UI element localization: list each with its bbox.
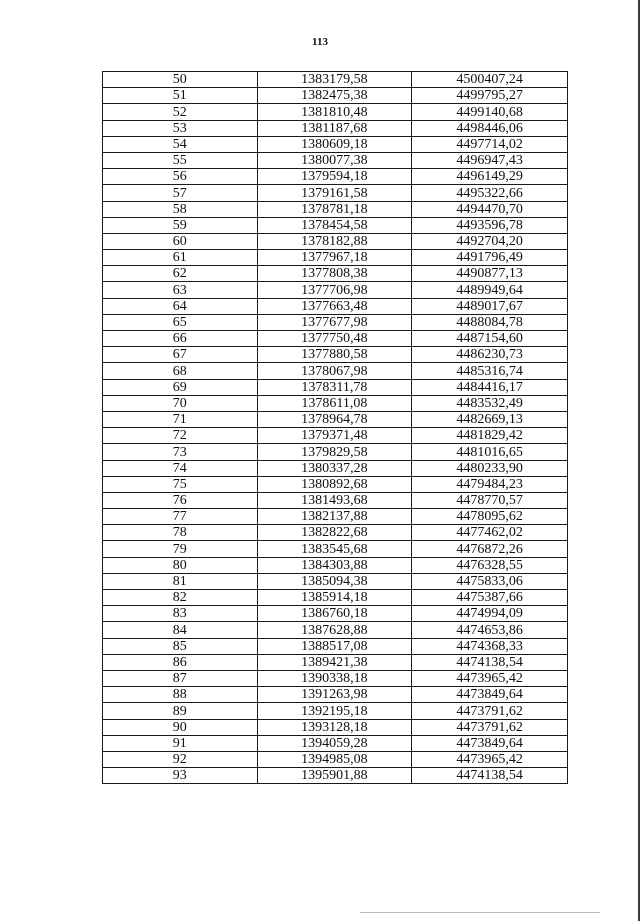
table-row xyxy=(103,622,568,638)
x-coordinate-cell: 1377808,38 xyxy=(257,266,412,282)
x-coordinate-cell: 1378311,78 xyxy=(257,379,412,395)
point-number-cell: 69 xyxy=(103,379,258,395)
point-number-cell: 92 xyxy=(103,751,258,767)
x-coordinate-cell: 1388517,08 xyxy=(257,638,412,654)
x-coordinate-cell: 1389421,38 xyxy=(257,654,412,670)
x-coordinate-cell: 1377706,98 xyxy=(257,282,412,298)
table-row xyxy=(103,379,568,395)
x-coordinate-cell: 1385094,38 xyxy=(257,573,412,589)
x-coordinate-cell: 1378781,18 xyxy=(257,201,412,217)
x-coordinate-cell: 1384303,88 xyxy=(257,557,412,573)
table-row xyxy=(103,152,568,168)
table-row xyxy=(103,233,568,249)
point-number-cell: 72 xyxy=(103,428,258,444)
table-row xyxy=(103,719,568,735)
table-row xyxy=(103,331,568,347)
y-coordinate-cell: 4474653,86 xyxy=(412,622,568,638)
point-number-cell: 83 xyxy=(103,606,258,622)
x-coordinate-cell: 1379829,58 xyxy=(257,444,412,460)
x-coordinate-cell: 1379371,48 xyxy=(257,428,412,444)
y-coordinate-cell: 4473965,42 xyxy=(412,751,568,767)
point-number-cell: 75 xyxy=(103,476,258,492)
table-row xyxy=(103,703,568,719)
x-coordinate-cell: 1380609,18 xyxy=(257,136,412,152)
y-coordinate-cell: 4475387,66 xyxy=(412,590,568,606)
point-number-cell: 91 xyxy=(103,735,258,751)
point-number-cell: 88 xyxy=(103,687,258,703)
table-row xyxy=(103,395,568,411)
y-coordinate-cell: 4478770,57 xyxy=(412,492,568,508)
x-coordinate-cell: 1383179,58 xyxy=(257,72,412,88)
y-coordinate-cell: 4473791,62 xyxy=(412,719,568,735)
y-coordinate-cell: 4474138,54 xyxy=(412,768,568,784)
table-row xyxy=(103,525,568,541)
x-coordinate-cell: 1391263,98 xyxy=(257,687,412,703)
table-row xyxy=(103,751,568,767)
table-row xyxy=(103,768,568,784)
point-number-cell: 58 xyxy=(103,201,258,217)
x-coordinate-cell: 1380892,68 xyxy=(257,476,412,492)
point-number-cell: 80 xyxy=(103,557,258,573)
point-number-cell: 82 xyxy=(103,590,258,606)
x-coordinate-cell: 1383545,68 xyxy=(257,541,412,557)
point-number-cell: 65 xyxy=(103,314,258,330)
table-row xyxy=(103,573,568,589)
y-coordinate-cell: 4483532,49 xyxy=(412,395,568,411)
y-coordinate-cell: 4473965,42 xyxy=(412,670,568,686)
x-coordinate-cell: 1377880,58 xyxy=(257,347,412,363)
point-number-cell: 93 xyxy=(103,768,258,784)
table-row xyxy=(103,590,568,606)
x-coordinate-cell: 1378067,98 xyxy=(257,363,412,379)
table-row xyxy=(103,557,568,573)
point-number-cell: 77 xyxy=(103,509,258,525)
x-coordinate-cell: 1382822,68 xyxy=(257,525,412,541)
x-coordinate-cell: 1378182,88 xyxy=(257,233,412,249)
point-number-cell: 89 xyxy=(103,703,258,719)
y-coordinate-cell: 4477462,02 xyxy=(412,525,568,541)
point-number-cell: 52 xyxy=(103,104,258,120)
x-coordinate-cell: 1386760,18 xyxy=(257,606,412,622)
point-number-cell: 51 xyxy=(103,88,258,104)
page-number: 113 xyxy=(312,36,328,48)
y-coordinate-cell: 4486230,73 xyxy=(412,347,568,363)
table-row xyxy=(103,509,568,525)
x-coordinate-cell: 1395901,88 xyxy=(257,768,412,784)
y-coordinate-cell: 4496947,43 xyxy=(412,152,568,168)
table-row xyxy=(103,476,568,492)
table-row xyxy=(103,298,568,314)
table-row xyxy=(103,460,568,476)
table-row xyxy=(103,347,568,363)
point-number-cell: 70 xyxy=(103,395,258,411)
x-coordinate-cell: 1394985,08 xyxy=(257,751,412,767)
y-coordinate-cell: 4473791,62 xyxy=(412,703,568,719)
x-coordinate-cell: 1387628,88 xyxy=(257,622,412,638)
y-coordinate-cell: 4493596,78 xyxy=(412,217,568,233)
table-row xyxy=(103,217,568,233)
x-coordinate-cell: 1382475,38 xyxy=(257,88,412,104)
y-coordinate-cell: 4500407,24 xyxy=(412,72,568,88)
point-number-cell: 66 xyxy=(103,331,258,347)
point-number-cell: 62 xyxy=(103,266,258,282)
point-number-cell: 86 xyxy=(103,654,258,670)
x-coordinate-cell: 1377663,48 xyxy=(257,298,412,314)
x-coordinate-cell: 1379594,18 xyxy=(257,169,412,185)
x-coordinate-cell: 1380077,38 xyxy=(257,152,412,168)
y-coordinate-cell: 4482669,13 xyxy=(412,411,568,427)
table-row xyxy=(103,120,568,136)
table-row xyxy=(103,136,568,152)
table-row xyxy=(103,428,568,444)
point-number-cell: 85 xyxy=(103,638,258,654)
point-number-cell: 67 xyxy=(103,347,258,363)
point-number-cell: 61 xyxy=(103,250,258,266)
y-coordinate-cell: 4498446,06 xyxy=(412,120,568,136)
point-number-cell: 73 xyxy=(103,444,258,460)
x-coordinate-cell: 1392195,18 xyxy=(257,703,412,719)
y-coordinate-cell: 4476328,55 xyxy=(412,557,568,573)
x-coordinate-cell: 1378611,08 xyxy=(257,395,412,411)
table-row xyxy=(103,492,568,508)
table-row xyxy=(103,541,568,557)
point-number-cell: 57 xyxy=(103,185,258,201)
table-row xyxy=(103,266,568,282)
table-row xyxy=(103,638,568,654)
y-coordinate-cell: 4479484,23 xyxy=(412,476,568,492)
point-number-cell: 71 xyxy=(103,411,258,427)
point-number-cell: 84 xyxy=(103,622,258,638)
table-row xyxy=(103,282,568,298)
x-coordinate-cell: 1380337,28 xyxy=(257,460,412,476)
x-coordinate-cell: 1379161,58 xyxy=(257,185,412,201)
point-number-cell: 63 xyxy=(103,282,258,298)
point-number-cell: 81 xyxy=(103,573,258,589)
table-row xyxy=(103,169,568,185)
x-coordinate-cell: 1382137,88 xyxy=(257,509,412,525)
x-coordinate-cell: 1385914,18 xyxy=(257,590,412,606)
x-coordinate-cell: 1377750,48 xyxy=(257,331,412,347)
x-coordinate-cell: 1394059,28 xyxy=(257,735,412,751)
point-number-cell: 53 xyxy=(103,120,258,136)
x-coordinate-cell: 1378454,58 xyxy=(257,217,412,233)
y-coordinate-cell: 4474138,54 xyxy=(412,654,568,670)
y-coordinate-cell: 4499795,27 xyxy=(412,88,568,104)
coordinates-table-body xyxy=(103,72,568,784)
point-number-cell: 64 xyxy=(103,298,258,314)
y-coordinate-cell: 4478095,62 xyxy=(412,509,568,525)
point-number-cell: 55 xyxy=(103,152,258,168)
point-number-cell: 90 xyxy=(103,719,258,735)
point-number-cell: 60 xyxy=(103,233,258,249)
x-coordinate-cell: 1393128,18 xyxy=(257,719,412,735)
table-row xyxy=(103,72,568,88)
table-row xyxy=(103,88,568,104)
point-number-cell: 79 xyxy=(103,541,258,557)
coordinates-table xyxy=(102,71,568,784)
y-coordinate-cell: 4496149,29 xyxy=(412,169,568,185)
table-row xyxy=(103,687,568,703)
y-coordinate-cell: 4481829,42 xyxy=(412,428,568,444)
point-number-cell: 56 xyxy=(103,169,258,185)
table-row xyxy=(103,250,568,266)
y-coordinate-cell: 4499140,68 xyxy=(412,104,568,120)
y-coordinate-cell: 4489017,67 xyxy=(412,298,568,314)
y-coordinate-cell: 4484416,17 xyxy=(412,379,568,395)
table-row xyxy=(103,654,568,670)
y-coordinate-cell: 4476872,26 xyxy=(412,541,568,557)
table-row xyxy=(103,314,568,330)
y-coordinate-cell: 4494470,70 xyxy=(412,201,568,217)
table-row xyxy=(103,670,568,686)
point-number-cell: 59 xyxy=(103,217,258,233)
scan-artifact-line xyxy=(360,912,600,913)
point-number-cell: 76 xyxy=(103,492,258,508)
y-coordinate-cell: 4485316,74 xyxy=(412,363,568,379)
y-coordinate-cell: 4475833,06 xyxy=(412,573,568,589)
table-row xyxy=(103,411,568,427)
x-coordinate-cell: 1378964,78 xyxy=(257,411,412,427)
table-row xyxy=(103,735,568,751)
y-coordinate-cell: 4491796,49 xyxy=(412,250,568,266)
point-number-cell: 78 xyxy=(103,525,258,541)
y-coordinate-cell: 4495322,66 xyxy=(412,185,568,201)
table-row xyxy=(103,201,568,217)
table-row xyxy=(103,606,568,622)
table-row xyxy=(103,444,568,460)
table-row xyxy=(103,104,568,120)
y-coordinate-cell: 4489949,64 xyxy=(412,282,568,298)
x-coordinate-cell: 1377677,98 xyxy=(257,314,412,330)
y-coordinate-cell: 4473849,64 xyxy=(412,735,568,751)
x-coordinate-cell: 1381493,68 xyxy=(257,492,412,508)
point-number-cell: 87 xyxy=(103,670,258,686)
x-coordinate-cell: 1377967,18 xyxy=(257,250,412,266)
point-number-cell: 74 xyxy=(103,460,258,476)
table-row xyxy=(103,363,568,379)
point-number-cell: 50 xyxy=(103,72,258,88)
y-coordinate-cell: 4480233,90 xyxy=(412,460,568,476)
y-coordinate-cell: 4492704,20 xyxy=(412,233,568,249)
y-coordinate-cell: 4497714,02 xyxy=(412,136,568,152)
y-coordinate-cell: 4487154,60 xyxy=(412,331,568,347)
y-coordinate-cell: 4490877,13 xyxy=(412,266,568,282)
x-coordinate-cell: 1381810,48 xyxy=(257,104,412,120)
y-coordinate-cell: 4474994,09 xyxy=(412,606,568,622)
x-coordinate-cell: 1390338,18 xyxy=(257,670,412,686)
point-number-cell: 54 xyxy=(103,136,258,152)
y-coordinate-cell: 4473849,64 xyxy=(412,687,568,703)
y-coordinate-cell: 4474368,33 xyxy=(412,638,568,654)
y-coordinate-cell: 4488084,78 xyxy=(412,314,568,330)
point-number-cell: 68 xyxy=(103,363,258,379)
y-coordinate-cell: 4481016,65 xyxy=(412,444,568,460)
x-coordinate-cell: 1381187,68 xyxy=(257,120,412,136)
table-row xyxy=(103,185,568,201)
